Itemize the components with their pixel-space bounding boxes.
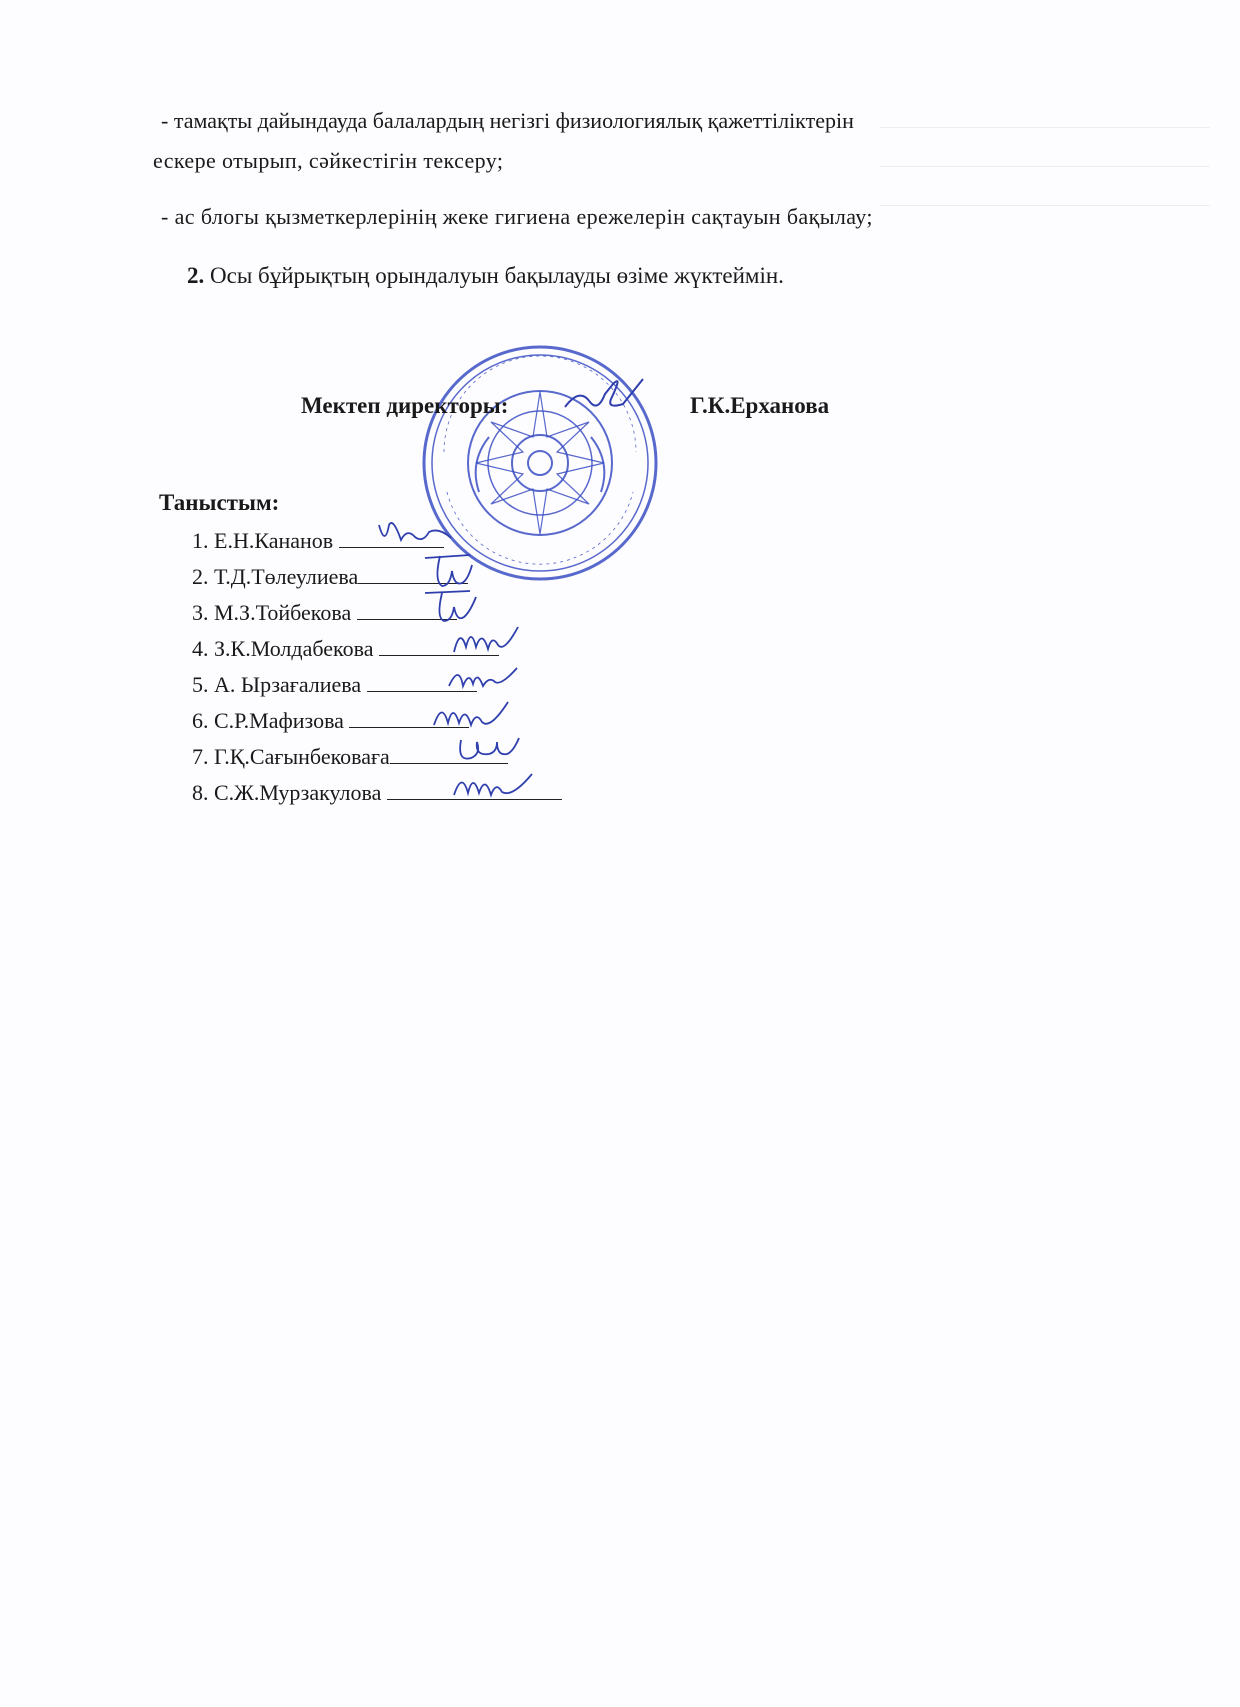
director-title: Мектеп директоры: xyxy=(301,393,509,418)
acknowledged-name: 4. З.К.Молдабекова xyxy=(192,636,374,661)
acknowledged-name: 7. Г.Қ.Сағынбековаға xyxy=(192,744,390,769)
bullet-line-3: - ас блогы қызметкерлерінің жеке гигиена ережелерін сақтауын бақылау; xyxy=(161,204,873,229)
acknowledged-name: 3. М.З.Тойбекова xyxy=(192,600,352,625)
acknowledged-name: 5. А. Ырзағалиева xyxy=(192,672,362,697)
acknowledged-name: 1. Е.Н.Кананов xyxy=(192,528,334,553)
clause-2 xyxy=(187,263,784,289)
acknowledged-row-3 xyxy=(192,599,457,626)
director-signature xyxy=(560,372,650,422)
signature-6 xyxy=(430,693,515,735)
bleed-through xyxy=(880,95,1210,212)
clause-number: 2. xyxy=(187,263,205,288)
acknowledged-name: 8. С.Ж.Мурзакулова xyxy=(192,780,382,805)
acknowledged-name: 6. С.Р.Мафизова xyxy=(192,708,344,733)
signature-5 xyxy=(445,658,525,698)
signature-7 xyxy=(455,730,525,770)
acknowledged-name: 2. Т.Д.Төлеулиева xyxy=(192,564,359,589)
signature-1 xyxy=(375,515,460,555)
director-name: Г.К.Ерханова xyxy=(690,393,830,418)
clause-text: Осы бұйрықтың орындалуын бақылауды өзіме жүктеймін. xyxy=(204,263,784,288)
signature-4 xyxy=(450,622,530,662)
signature-8 xyxy=(450,765,540,807)
bullet-line-1: - тамақты дайындауда балалардың негізгі физиологиялық қажеттіліктерін xyxy=(161,108,854,133)
bullet-line-2: ескере отырып, сәйкестігін тексеру; xyxy=(153,148,504,173)
acknowledged-heading: Таныстым: xyxy=(159,490,280,515)
acknowledged-row-6 xyxy=(192,707,469,734)
